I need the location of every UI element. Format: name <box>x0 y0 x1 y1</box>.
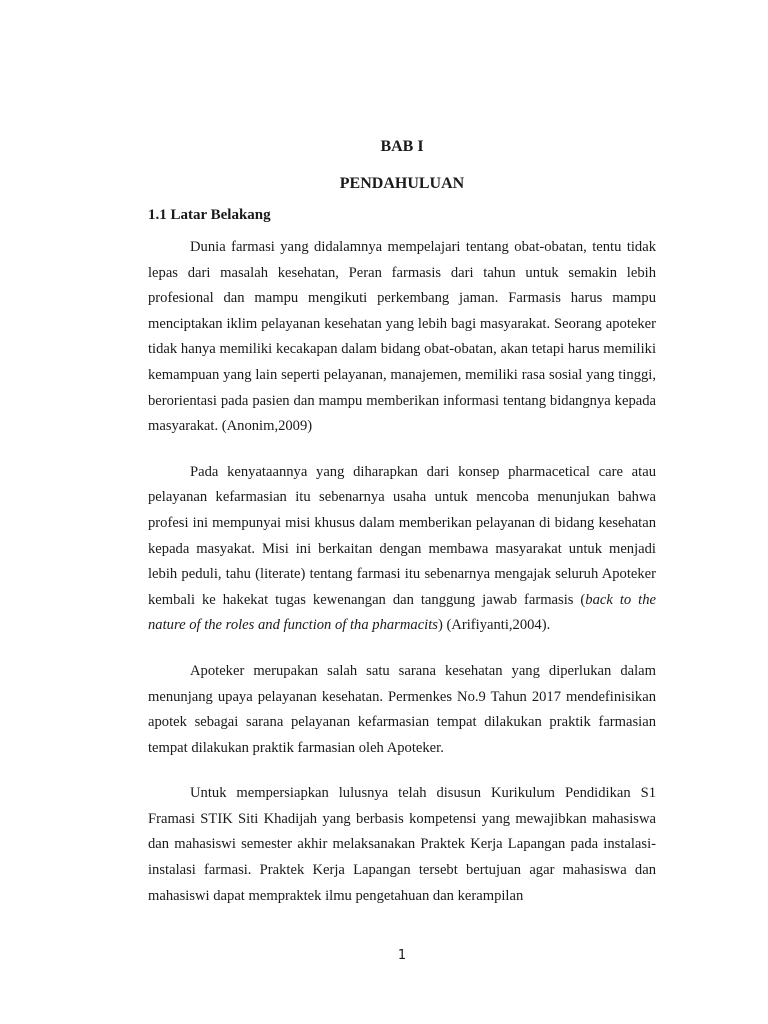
paragraph-2 <box>148 460 656 639</box>
paragraph-3: Apoteker merupakan salah satu sarana kesehatan yang diperlukan dalam menunjang upaya pelayanan kesehatan. Permenkes No.9 Tahun 2017 mendefinisikan apotek sebagai sarana pelayanan kefarmasian tempat dilakukan praktik farmasian tempat dilakukan praktik farmasian oleh Apoteker. <box>148 662 656 756</box>
page-number: 1 <box>397 948 407 963</box>
paragraph-1: Dunia farmasi yang didalamnya mempelajari tentang obat-obatan, tentu tidak lepas dari masalah kesehatan, Peran farmasis dari tahun untuk semakin lebih profesional dan mampu mengikuti perkembang jaman. Farmasis harus mampu menciptakan iklim pelayanan kesehatan yang lebih bagi masyarakat. Seorang apoteker tidak hanya memiliki kecakapan dalam bidang obat-obatan, akan tetapi harus memiliki kemampuan yang lain seperti pelayanan, manajemen, memiliki rasa sosial yang tinggi, berorientasi pada pasien dan mampu memberikan informasi tentang bidangnya kepada masyarakat. (Anonim,2009) <box>148 239 656 435</box>
paragraph-2-text-end: ) (Arifiyanti,2004). <box>437 617 551 634</box>
chapter-number: BAB I <box>380 138 424 155</box>
paragraph-4: Untuk mempersiapkan lulusnya telah disusun Kurikulum Pendidikan S1 Framasi STIK Siti Khadijah yang berbasis kompetensi yang mewajibkan mahasiswa dan mahasiswi semester akhir melaksanakan Praktek Kerja Lapangan pada instalasi-instalasi farmasi. Praktek Kerja Lapangan tersebt bertujuan agar mahasiswa dan mahasiswi dapat mempraktek ilmu pengetahuan dan kerampilan <box>148 785 656 904</box>
paragraph-2-italic-phrase: back to the nature of the roles and function of tha pharmacits <box>148 591 656 634</box>
chapter-title: PENDAHULUAN <box>339 175 465 192</box>
body-text <box>148 235 656 909</box>
section-heading: 1.1 Latar Belakang <box>148 207 271 223</box>
paragraph-2-text-start: Pada kenyataannya yang diharapkan dari konsep pharmacetical care atau pelayanan kefarmasian itu sebenarnya usaha untuk mencoba menunjukan bahwa profesi ini mempunyai misi khusus dalam memberikan pelayanan di bidang kesehatan kepada masyakat. Misi ini berkaitan dengan membawa masyarakat untuk menjadi lebih peduli, tahu (literate) tentang farmasi itu sebenarnya mengajak seluruh Apoteker kembali ke hakekat tugas kewenangan dan tanggung jawab farmasis ( <box>148 463 656 608</box>
